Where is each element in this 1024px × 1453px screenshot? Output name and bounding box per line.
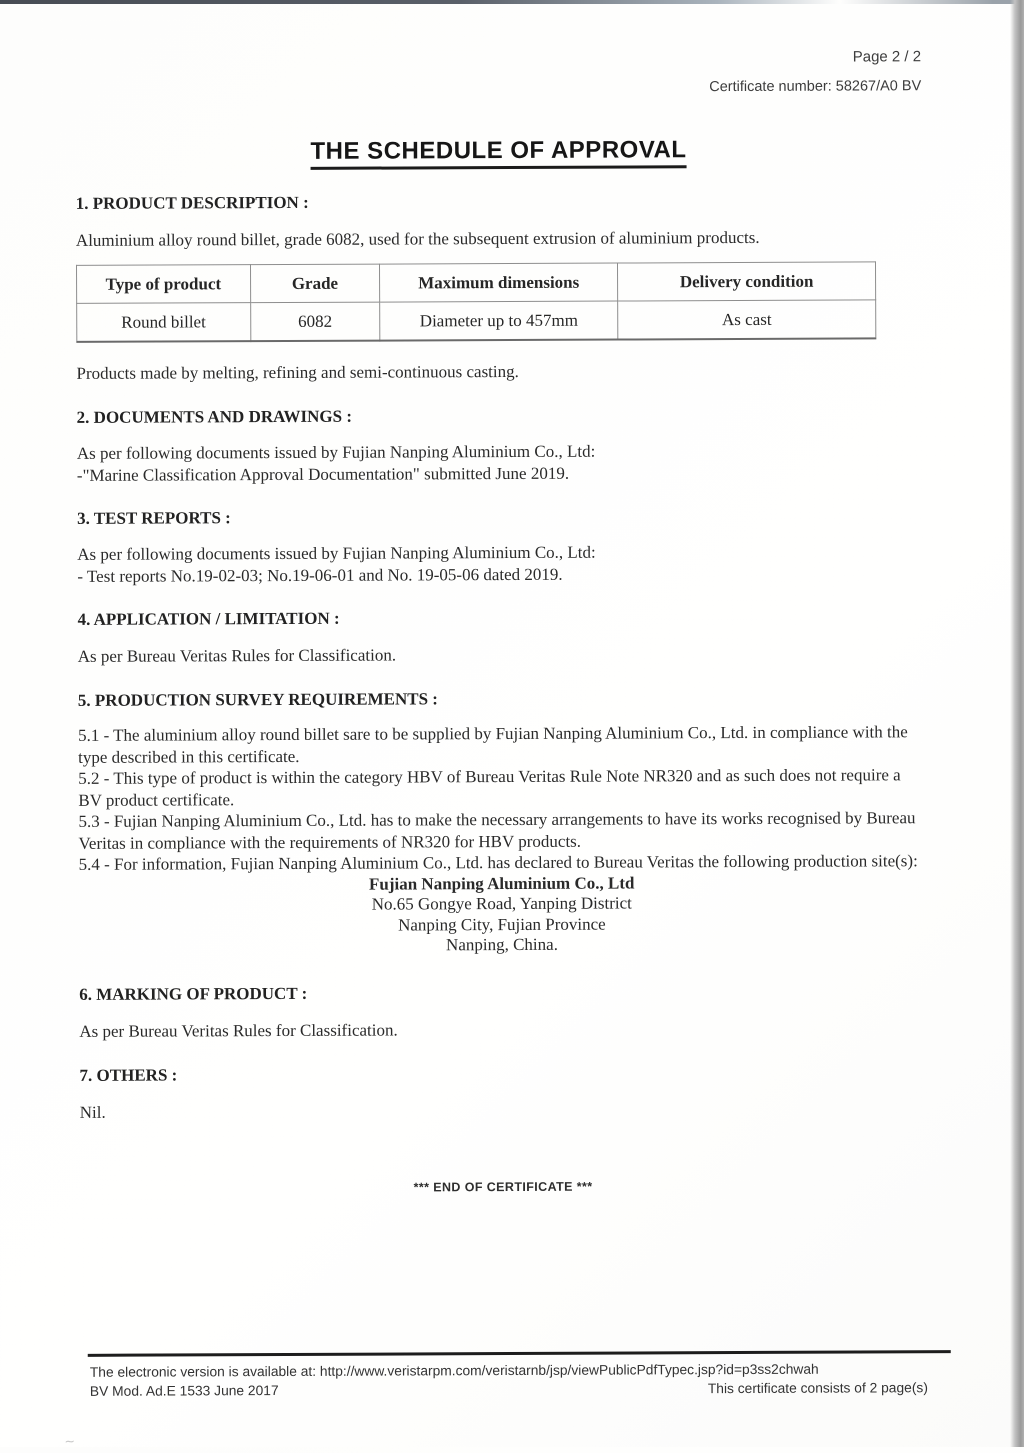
production-site-address1: No.65 Gongye Road, Yanping District <box>371 893 632 914</box>
section1-intro: Aluminium alloy round billet, grade 6082, used for the subsequent extrusion of aluminium products. <box>75 227 760 250</box>
section2-body <box>77 439 923 486</box>
section6-heading: 6. MARKING OF PRODUCT : <box>79 983 308 1004</box>
footer-divider <box>88 1350 951 1357</box>
section4-heading: 4. APPLICATION / LIMITATION : <box>77 608 340 629</box>
scan-smudge-mark: ~ <box>64 1433 76 1452</box>
section5-p51: 5.1 - The aluminium alloy round billet sare to be supplied by Fujian Nanping Aluminium Co., Ltd. in compliance with the type described in this certificate. <box>78 722 908 767</box>
section3-body <box>77 540 923 587</box>
section5-p53: 5.3 - Fujian Nanping Aluminium Co., Ltd. has to make the necessary arrangements to have its works recognised by Bureau Veritas in compliance with the requirements of NR320 for HBV products. <box>78 808 916 853</box>
section3-line2: - Test reports No.19-02-03; No.19-06-01 and No. 19-05-06 dated 2019. <box>77 564 563 586</box>
production-site-name: Fujian Nanping Aluminium Co., Ltd <box>368 872 635 894</box>
page-footer <box>90 1360 928 1400</box>
section5-body <box>78 721 925 875</box>
production-site-block <box>79 872 925 958</box>
section6-line1: As per Bureau Veritas Rules for Classification. <box>79 1020 398 1041</box>
col-header-grade: Grade <box>250 264 380 303</box>
footer-page-count: This certificate consists of 2 page(s) <box>707 1380 928 1397</box>
section2-heading: 2. DOCUMENTS AND DRAWINGS : <box>76 406 353 427</box>
section1-note: Products made by melting, refining and semi-continuous casting. <box>76 361 519 383</box>
table-header-row <box>76 262 875 303</box>
section7-line1: Nil. <box>79 1102 106 1122</box>
end-of-certificate-marker: *** END OF CERTIFICATE *** <box>413 1179 593 1194</box>
section1-heading: 1. PRODUCT DESCRIPTION : <box>75 192 309 213</box>
production-site-address3: Nanping, China. <box>445 934 558 955</box>
section3-line1: As per following documents issued by Fujian Nanping Aluminium Co., Ltd: <box>77 542 596 564</box>
section3-heading: 3. TEST REPORTS : <box>77 508 231 528</box>
footer-form-reference: BV Mod. Ad.E 1533 June 2017 <box>89 1383 279 1399</box>
product-table <box>76 261 876 342</box>
document-title: THE SCHEDULE OF APPROVAL <box>310 136 686 170</box>
production-site-address2: Nanping City, Fujian Province <box>398 914 606 934</box>
section5-p52: 5.2 - This type of product is within the category HBV of Bureau Veritas Rule Note NR320 and as such does not require a BV product certificate. <box>78 765 901 810</box>
section2-line1: As per following documents issued by Fujian Nanping Aluminium Co., Ltd: <box>76 441 596 463</box>
cell-delivery: As cast <box>618 300 876 340</box>
section5-p54: 5.4 - For information, Fujian Nanping Aluminium Co., Ltd. has declared to Bureau Veritas the following production site(s): <box>78 851 918 874</box>
table-row <box>77 300 876 342</box>
col-header-dimensions: Maximum dimensions <box>380 263 618 302</box>
section2-line2: -"Marine Classification Approval Documentation" submitted June 2019. <box>76 463 570 485</box>
section4-line1: As per Bureau Veritas Rules for Classification. <box>77 645 397 666</box>
section7-heading: 7. OTHERS : <box>79 1064 178 1085</box>
col-header-delivery: Delivery condition <box>618 262 876 301</box>
section5-heading: 5. PRODUCTION SURVEY REQUIREMENTS : <box>77 689 438 710</box>
certificate-number: Certificate number: 58267/A0 BV <box>709 78 922 96</box>
cell-type: Round billet <box>77 303 251 342</box>
cell-grade: 6082 <box>250 302 380 341</box>
cell-dimensions: Diameter up to 457mm <box>380 301 618 341</box>
footer-electronic-version: The electronic version is available at: http://www.veristarpm.com/veristarnb/jsp/viewPublicPdfTypec.jsp?id=p3ss2chwah <box>89 1361 819 1380</box>
title-container <box>75 135 921 171</box>
page-header <box>75 48 921 99</box>
col-header-type: Type of product <box>76 265 250 304</box>
page-number: Page 2 / 2 <box>852 48 922 66</box>
